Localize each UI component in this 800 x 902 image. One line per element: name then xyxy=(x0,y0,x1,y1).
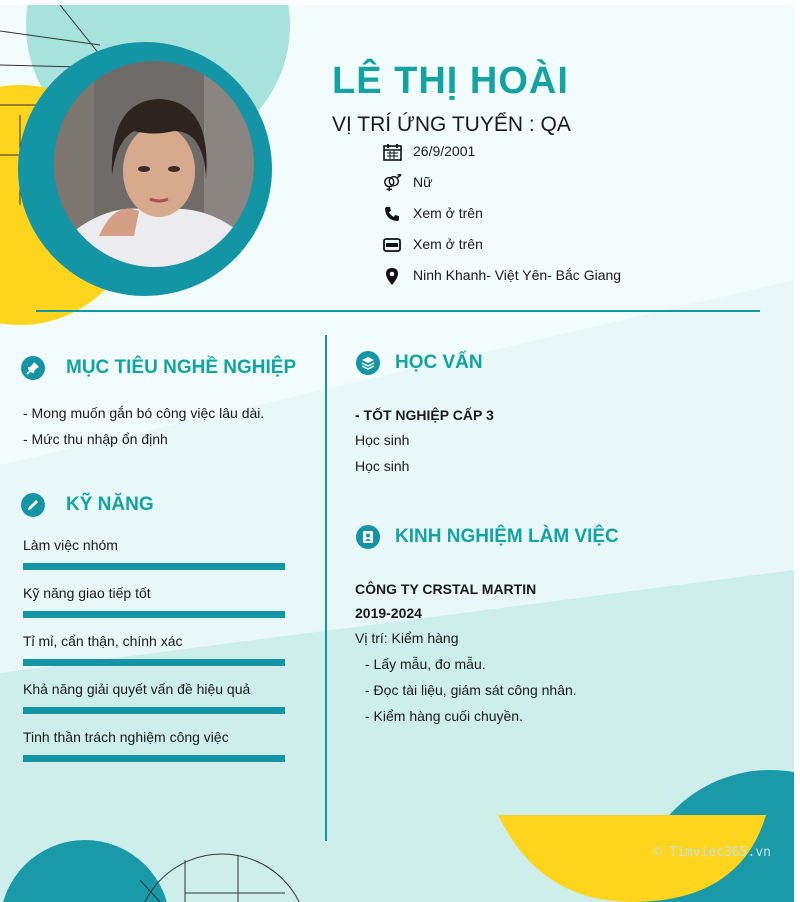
info-birthday xyxy=(382,140,476,164)
education-title: HỌC VẤN xyxy=(395,352,483,373)
info-phone xyxy=(382,202,483,226)
education-degree: - TỐT NGHIỆP CẤP 3 xyxy=(355,407,494,423)
info-address xyxy=(382,264,622,288)
education-line: Học sinh xyxy=(355,458,410,474)
address-value: Ninh Khanh- Việt Yên- Bắc Giang xyxy=(413,267,622,283)
experience-company: CÔNG TY CRSTAL MARTIN xyxy=(355,581,537,597)
skill-bar xyxy=(23,611,285,618)
info-email xyxy=(382,233,483,257)
badge-icon xyxy=(356,525,380,549)
experience-period: 2019-2024 xyxy=(355,605,422,621)
phone-icon xyxy=(382,204,402,224)
skill-bar xyxy=(23,659,285,666)
experience-role: Vị trí: Kiểm hàng xyxy=(355,630,459,646)
skill-label: Làm việc nhóm xyxy=(23,537,118,553)
email-value: Xem ở trên xyxy=(413,236,483,252)
gender-icon xyxy=(382,173,402,193)
objective-line: - Mong muốn gắn bó công việc lâu dài. xyxy=(23,405,265,421)
skill-label: Kỹ năng giao tiếp tốt xyxy=(23,585,151,601)
experience-duty: - Đọc tài liệu, giám sát công nhân. xyxy=(365,682,577,698)
pin-icon xyxy=(21,356,45,380)
objective-title: MỤC TIÊU NGHỀ NGHIỆP xyxy=(66,357,297,378)
column-divider xyxy=(325,335,327,841)
phone-value: Xem ở trên xyxy=(413,205,483,221)
resume-page xyxy=(0,5,794,902)
experience-duty: - Kiểm hàng cuối chuyền. xyxy=(365,708,523,724)
layers-icon xyxy=(356,351,380,375)
skill-label: Tinh thần trách nghiệm công việc xyxy=(23,729,229,745)
map-pin-icon xyxy=(382,266,402,286)
gender-value: Nữ xyxy=(413,174,433,190)
birthday-value: 26/9/2001 xyxy=(413,143,476,159)
applied-position: VỊ TRÍ ỨNG TUYỂN : QA xyxy=(332,113,571,136)
email-icon xyxy=(382,235,402,255)
calendar-icon xyxy=(382,142,402,162)
skill-label: Tỉ mỉ, cẩn thận, chính xác xyxy=(23,633,183,649)
skill-bar xyxy=(23,707,285,714)
experience-duty: - Lấy mẫu, đo mẫu. xyxy=(365,656,486,672)
profile-photo-ring xyxy=(18,42,272,296)
header-divider xyxy=(36,310,760,312)
experience-title: KINH NGHIỆM LÀM VIỆC xyxy=(395,526,619,547)
profile-photo xyxy=(54,61,254,267)
skills-title: KỸ NĂNG xyxy=(66,494,154,515)
objective-line: - Mức thu nhập ổn định xyxy=(23,431,168,447)
skill-bar xyxy=(23,755,285,762)
watermark: © Timviec365.vn xyxy=(653,845,771,860)
info-gender xyxy=(382,171,433,195)
skill-label: Khả năng giải quyết vấn đề hiệu quả xyxy=(23,681,251,697)
pencil-icon xyxy=(21,493,45,517)
candidate-name: LÊ THỊ HOÀI xyxy=(332,60,569,102)
skill-bar xyxy=(23,563,285,570)
portrait-image xyxy=(54,61,254,267)
education-line: Học sinh xyxy=(355,432,410,448)
